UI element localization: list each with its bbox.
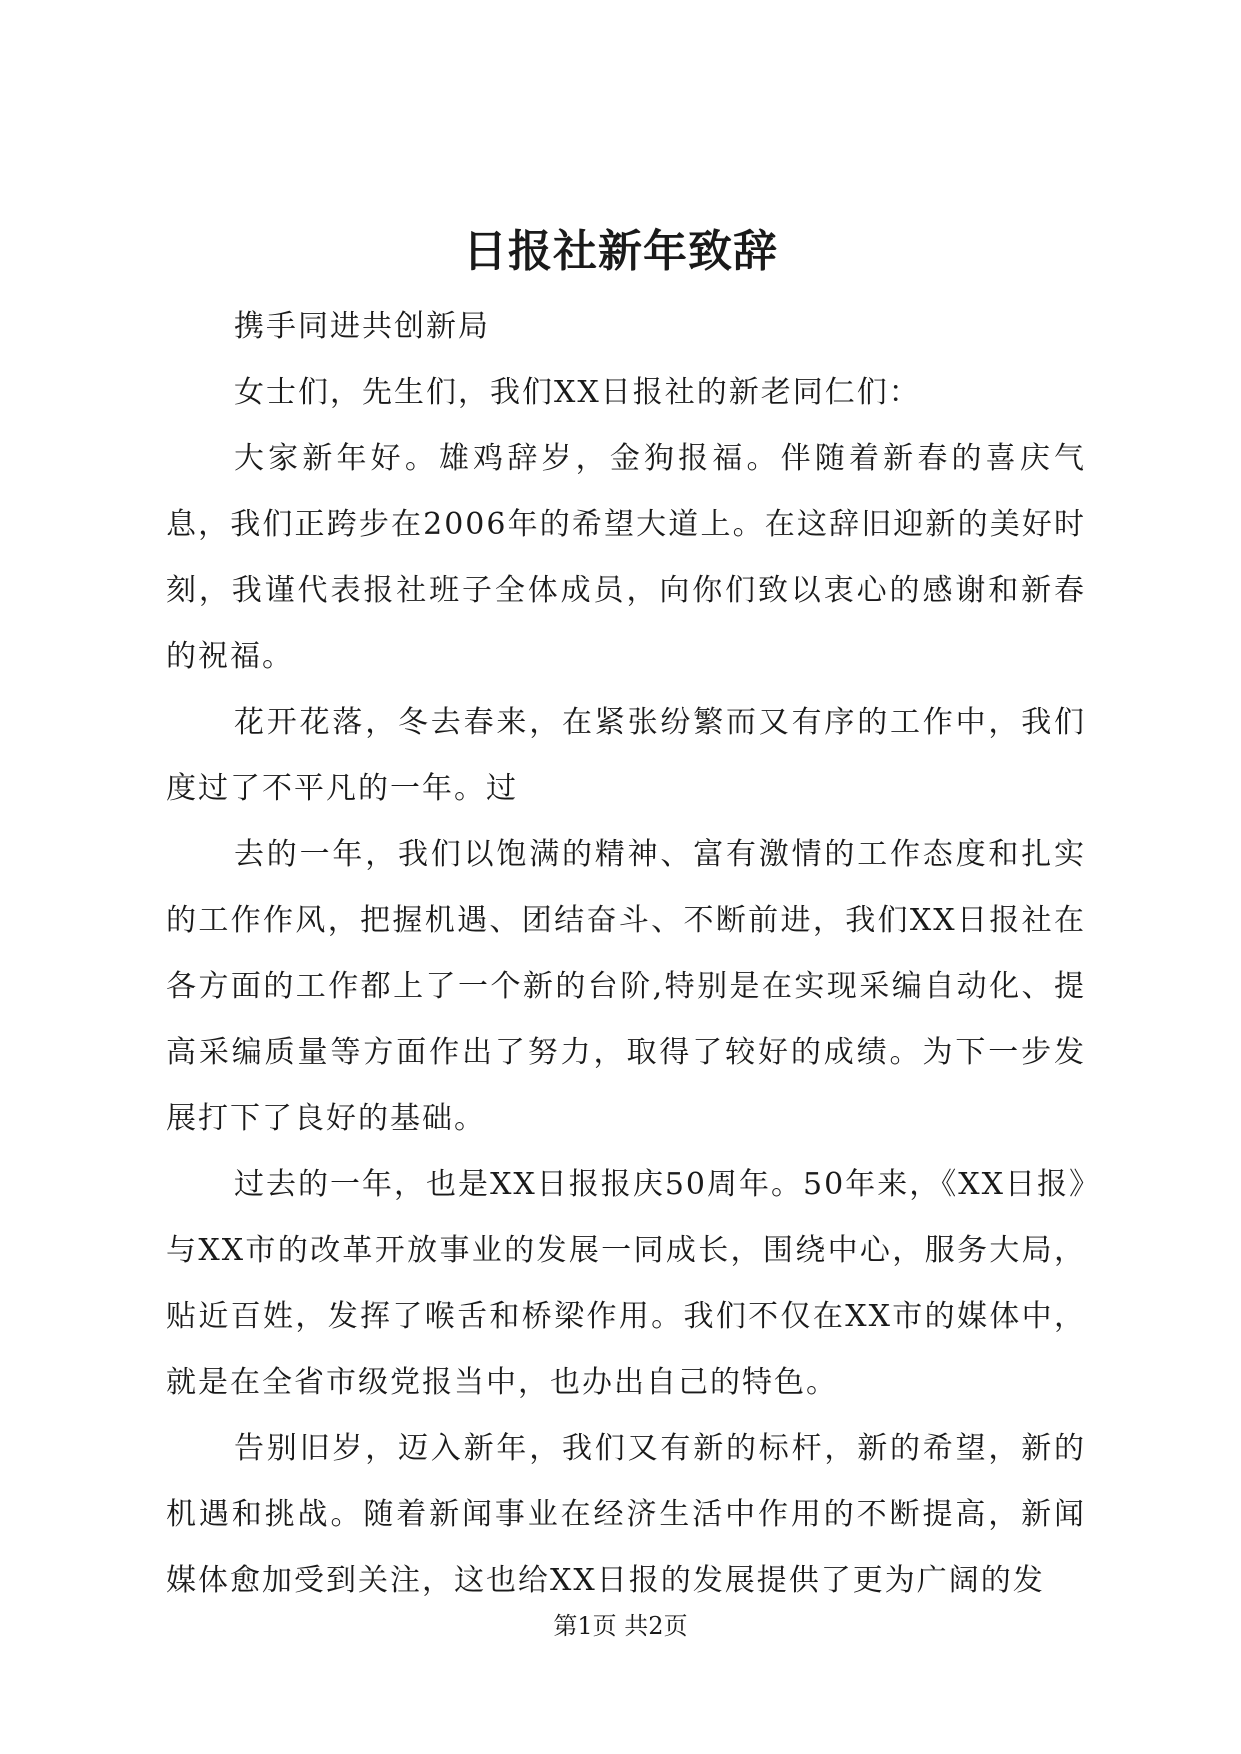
paragraph-subtitle: 携手同进共创新局 [234,309,490,344]
document-body [166,294,1086,1614]
paragraph-year-review: 花开花落，冬去春来，在紧张纷繁而又有序的工作中，我们度过了不平凡的一年。过 [166,705,1086,806]
page-footer: 第1页 共2页 [553,1612,688,1640]
paragraph-new-year: 告别旧岁，迈入新年，我们又有新的标杆，新的希望，新的机遇和挑战。随着新闻事业在经济生活中作用的不断提高，新闻媒体愈加受到关注，这也给XX日报的发展提供了更为广阔的发 [166,1431,1086,1598]
paragraph-salutation: 女士们，先生们，我们XX日报社的新老同仁们： [234,375,921,410]
paragraph-achievements: 去的一年，我们以饱满的精神、富有激情的工作态度和扎实的工作作风，把握机遇、团结奋斗、不断前进，我们XX日报社在各方面的工作都上了一个新的台阶,特别是在实现采编自动化、提高采编质量等方面作出了努力，取得了较好的成绩。为下一步发展打下了良好的基础。 [166,837,1086,1136]
document-title: 日报社新年致辞 [463,226,778,277]
paragraph-greeting: 大家新年好。雄鸡辞岁，金狗报福。伴随着新春的喜庆气息，我们正跨步在2006年的希望大道上。在这辞旧迎新的美好时刻，我谨代表报社班子全体成员，向你们致以衷心的感谢和新春的祝福。 [166,441,1086,674]
paragraph-anniversary: 过去的一年，也是XX日报报庆50周年。50年来，《XX日报》与XX市的改革开放事业的发展一同成长，围绕中心，服务大局，贴近百姓，发挥了喉舌和桥梁作用。我们不仅在XX市的媒体中，就是在全省市级党报当中，也办出自己的特色。 [166,1167,1086,1400]
